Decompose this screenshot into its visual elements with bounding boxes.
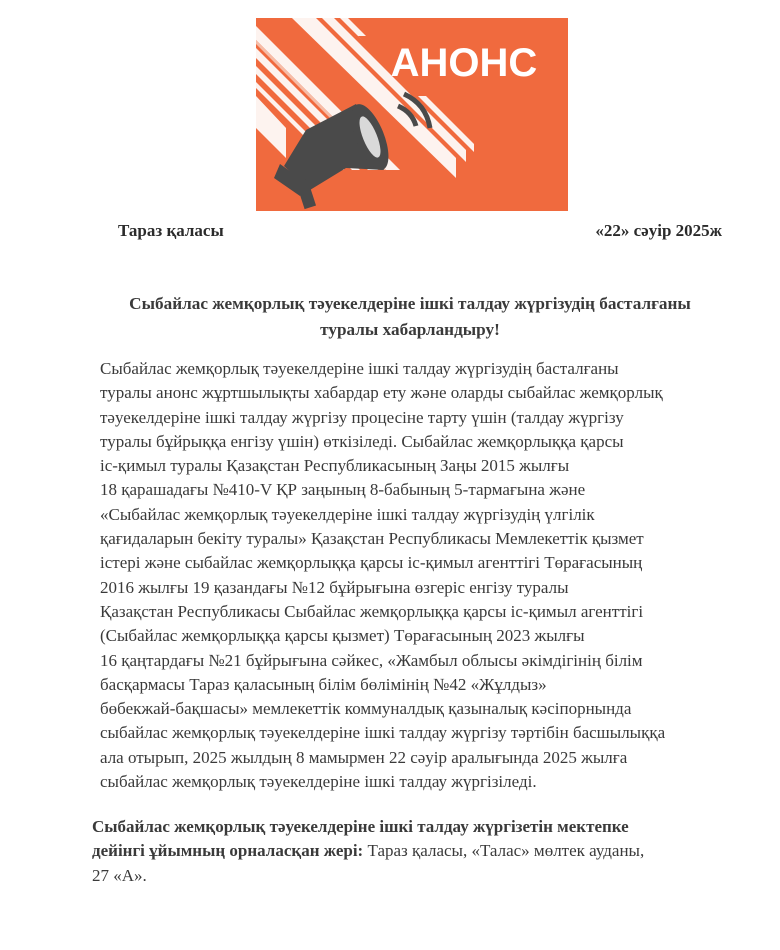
location-label: дейінгі ұйымның орналасқан жері:: [92, 841, 364, 861]
body-line: Сыбайлас жемқорлық тәуекелдеріне ішкі талдау жүргізудің басталғаны: [100, 359, 619, 378]
body-line: 16 қаңтардағы №21 бұйрығына сәйкес, «Жамбыл облысы әкімдігінің білім: [100, 650, 643, 670]
body-line: Қазақстан Республикасы Сыбайлас жемқорлыққа қарсы іс-қимыл агенттігі: [100, 601, 644, 621]
location-label-line: Сыбайлас жемқорлық тәуекелдеріне ішкі талдау жүргізетін мектепке: [92, 817, 629, 836]
body-line: «Сыбайлас жемқорлық тәуекелдеріне ішкі талдау жүргізудің үлгілік: [100, 504, 595, 524]
body-line: басқармасы Тараз қаласының білім бөлімінің №42 «Жұлдыз»: [100, 674, 547, 694]
document-title: [60, 291, 760, 343]
location-address-line: [92, 839, 762, 863]
body-line: туралы бұйрыққа енгізу үшін) өткізіледі. Сыбайлас жемқорлыққа қарсы: [100, 431, 624, 451]
body-line: қағидаларын бекіту туралы» Қазақстан Республикасы Мемлекеттік қызмет: [100, 529, 644, 549]
body-line: сыбайлас жемқорлық тәуекелдеріне ішкі талдау жүргізу тәртібін басшылыққа: [100, 723, 666, 743]
body-paragraph: [100, 357, 760, 794]
title-line: туралы хабарландыру!: [320, 320, 500, 339]
body-line: туралы анонс жұртшылықты хабардар ету және оларды сыбайлас жемқорлық: [100, 383, 663, 403]
body-line: ала отырып, 2025 жылдың 8 мамырмен 22 сәуір аралығында 2025 жылға: [100, 747, 628, 767]
announcement-banner: [256, 18, 568, 211]
city-label: Тараз қаласы: [118, 221, 224, 240]
body-line: сыбайлас жемқорлық тәуекелдеріне ішкі талдау жүргізіледі.: [100, 772, 537, 792]
body-line: тәуекелдеріне ішкі талдау жүргізу процесіне тарту үшін (талдау жүргізу: [100, 407, 624, 427]
body-line: іс-қимыл туралы Қазақстан Республикасының Заңы 2015 жылғы: [100, 456, 570, 476]
body-line: 18 қарашадағы №410-V ҚР заңының 8-бабының 5-тармағына және: [100, 480, 586, 500]
location-paragraph: [92, 815, 762, 888]
body-line: (Сыбайлас жемқорлыққа қарсы қызмет) Төрағасының 2023 жылғы: [100, 626, 585, 646]
title-line: Сыбайлас жемқорлық тәуекелдеріне ішкі талдау жүргізудің басталғаны: [129, 294, 691, 313]
body-line: істері және сыбайлас жемқорлыққа қарсы іс-қимыл агенттігі Төрағасының: [100, 553, 643, 573]
body-line: бөбекжай-бақшасы» мемлекеттік коммуналдық қазыналық кәсіпорнында: [100, 699, 632, 719]
location-address: Тараз қаласы, «Талас» мөлтек ауданы,: [363, 841, 645, 861]
body-line: 2016 жылғы 19 қазандағы №12 бұйрығына өзгеріс енгізу туралы: [100, 577, 569, 597]
banner-graphic: [256, 18, 568, 211]
date-label: «22» сәуір 2025ж: [595, 221, 722, 240]
location-address-line: 27 «А».: [92, 865, 147, 885]
banner-label: АНОНС: [390, 41, 538, 85]
